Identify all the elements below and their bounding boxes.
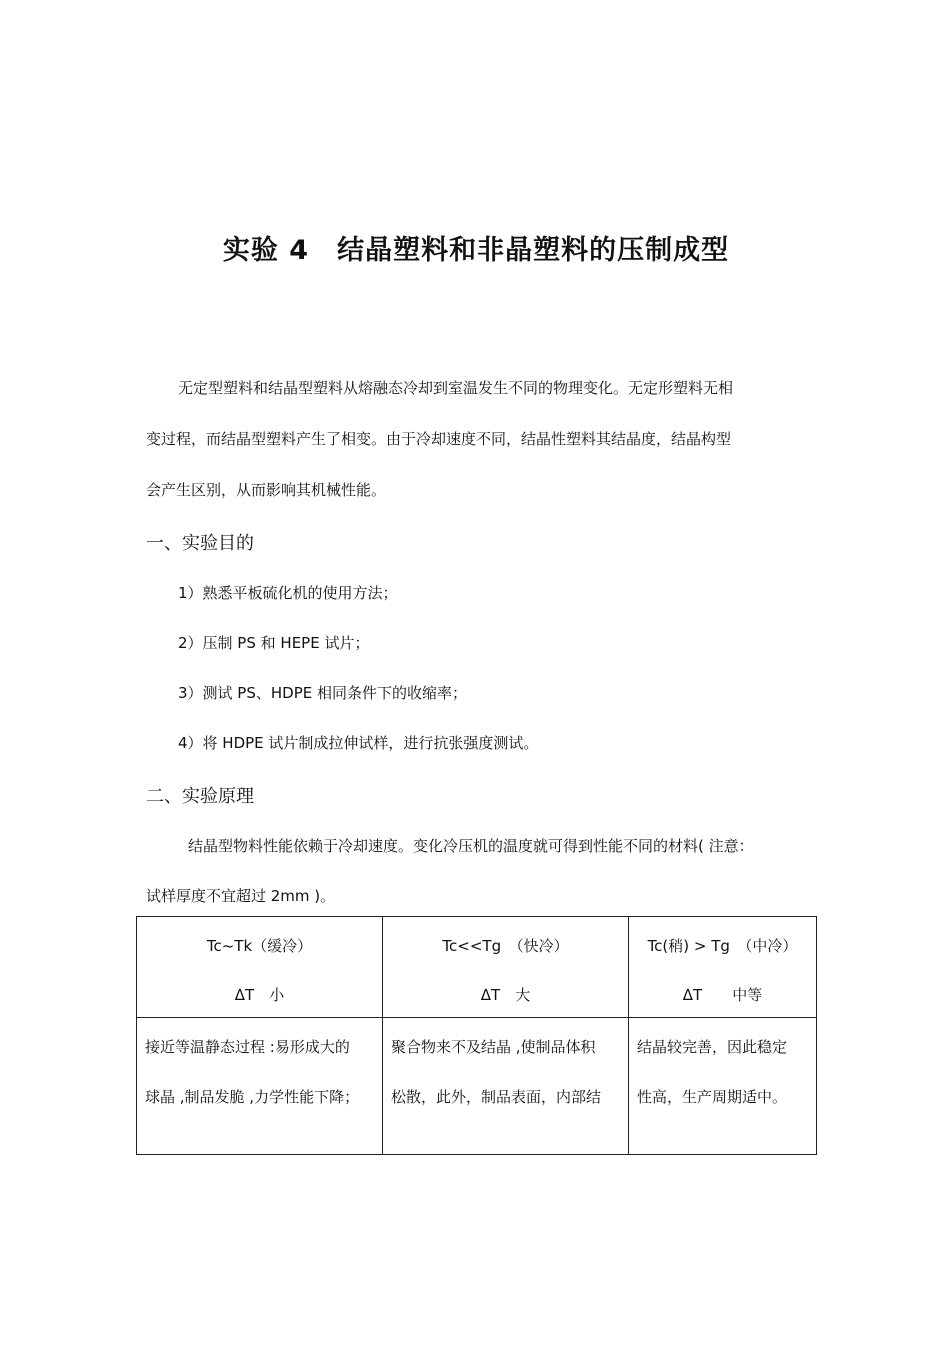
header-delta: ΔT 小 xyxy=(234,986,285,1004)
header-delta: ΔT 大 xyxy=(480,986,531,1004)
header-delta: ΔT 中等 xyxy=(682,986,763,1004)
header-cell-fast-cooling xyxy=(383,917,629,1018)
intro-line-3: 会产生区别，从而影响其机械性能。 xyxy=(146,481,387,499)
purpose-item-4: 4）将 HDPE 试片制成拉伸试样，进行抗张强度测试。 xyxy=(178,734,539,752)
cell-line: 球晶 ,制品发脆 ,力学性能下降； xyxy=(145,1088,360,1106)
body-cell-fast-cooling xyxy=(383,1018,629,1155)
header-condition: Tc(稍) > Tg （中冷） xyxy=(647,937,798,955)
cooling-comparison-table xyxy=(136,916,817,1155)
body-cell-slow-cooling xyxy=(137,1018,383,1155)
cell-line: 聚合物来不及结晶 ,使制品体积 xyxy=(391,1038,596,1056)
cell-line: 松散，此外，制品表面，内部结 xyxy=(391,1088,602,1106)
cell-line: 接近等温静态过程 :易形成大的 xyxy=(145,1038,350,1056)
principle-line-1: 结晶型物料性能依赖于冷却速度。变化冷压机的温度就可得到性能不同的材料( 注意： xyxy=(188,837,754,855)
purpose-item-3: 3）测试 PS、HDPE 相同条件下的收缩率； xyxy=(178,684,468,702)
section-heading-purpose: 一、实验目的 xyxy=(146,533,254,554)
section-heading-principle: 二、实验原理 xyxy=(146,786,254,807)
page-title: 实验 4 结晶塑料和非晶塑料的压制成型 xyxy=(222,235,730,266)
principle-line-2: 试样厚度不宜超过 2mm )。 xyxy=(146,887,336,905)
cell-line: 性高，生产周期适中。 xyxy=(637,1088,788,1106)
intro-line-1: 无定型塑料和结晶型塑料从熔融态冷却到室温发生不同的物理变化。无定形塑料无相 xyxy=(178,379,734,397)
purpose-item-2: 2）压制 PS 和 HEPE 试片； xyxy=(178,634,370,652)
table-row xyxy=(137,1018,817,1155)
cell-line: 结晶较完善，因此稳定 xyxy=(637,1038,788,1056)
purpose-item-1: 1）熟悉平板硫化机的使用方法； xyxy=(178,584,398,602)
header-condition: Tc~Tk（缓冷） xyxy=(206,937,313,955)
header-cell-medium-cooling xyxy=(629,917,817,1018)
body-cell-medium-cooling xyxy=(629,1018,817,1155)
table-header-row xyxy=(137,917,817,1018)
header-cell-slow-cooling xyxy=(137,917,383,1018)
header-condition: Tc<<Tg （快冷） xyxy=(442,937,569,955)
intro-line-2: 变过程，而结晶型塑料产生了相变。由于冷却速度不同，结晶性塑料其结晶度，结晶构型 xyxy=(146,430,732,448)
